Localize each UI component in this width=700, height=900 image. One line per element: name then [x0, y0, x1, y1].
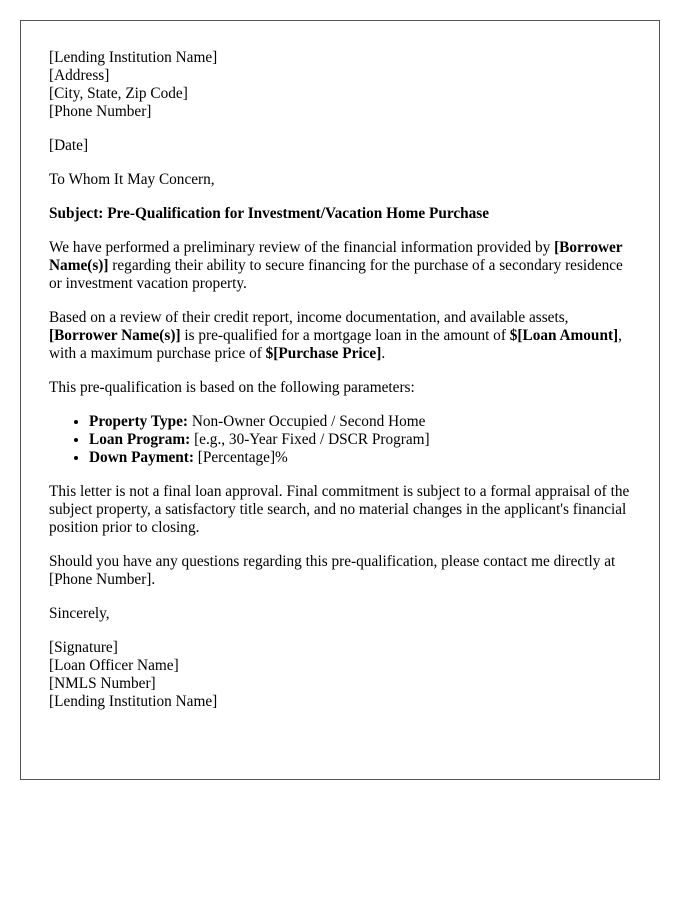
institution-name: [Lending Institution Name]: [49, 49, 218, 66]
paragraph-review: [49, 239, 631, 293]
subject-line: Subject: Pre-Qualification for Investment/Vacation Home Purchase: [49, 205, 490, 222]
loan-officer-name: [Loan Officer Name]: [49, 657, 179, 674]
paragraph-parameters-intro: This pre-qualification is based on the following parameters:: [49, 379, 415, 396]
paragraph-prequal-text-3: , with a maximum purchase price of: [49, 327, 622, 362]
letter-body: [49, 49, 631, 711]
salutation: To Whom It May Concern,: [49, 171, 215, 188]
paragraph-review-text-1: We have performed a preliminary review of the financial information provided by: [49, 239, 555, 256]
list-item: [89, 431, 631, 449]
institution-address: [Address]: [49, 67, 110, 84]
borrower-name: [Borrower Name(s)]: [49, 327, 181, 344]
signature-block: [49, 639, 631, 711]
borrower-name: [Borrower Name(s)]: [49, 239, 623, 274]
institution-phone: [Phone Number]: [49, 103, 152, 120]
paragraph-disclaimer: This letter is not a final loan approval. Final commitment is subject to a formal appraisal of the subject property, a satisfactory title search, and no material changes in the applicant's financial position prior to closing.: [49, 483, 630, 536]
paragraph-prequal-text-1: Based on a review of their credit report, income documentation, and available assets,: [49, 309, 569, 326]
nmls-number: [NMLS Number]: [49, 675, 156, 692]
closing: Sincerely,: [49, 605, 110, 622]
paragraph-prequal-text-4: .: [381, 345, 386, 362]
paragraph-prequal-text-2: is pre-qualified for a mortgage loan in the amount of: [180, 327, 510, 344]
signature-placeholder: [Signature]: [49, 639, 118, 656]
loan-amount: $[Loan Amount]: [509, 327, 619, 344]
purchase-price: $[Purchase Price]: [265, 345, 382, 362]
list-item: [89, 449, 631, 467]
parameter-value: [e.g., 30-Year Fixed / DSCR Program]: [190, 431, 430, 448]
parameters-list: [49, 413, 631, 467]
paragraph-contact: Should you have any questions regarding this pre-qualification, please contact me directly at [Phone Number].: [49, 553, 616, 588]
signature-institution-name: [Lending Institution Name]: [49, 693, 218, 710]
letter-date: [Date]: [49, 137, 89, 154]
institution-city-state-zip: [City, State, Zip Code]: [49, 85, 188, 102]
parameter-value: [Percentage]%: [193, 449, 288, 466]
letter-page: [20, 20, 660, 780]
parameter-label: Loan Program:: [89, 431, 191, 448]
parameter-label: Property Type:: [89, 413, 188, 430]
paragraph-review-text-2: regarding their ability to secure financing for the purchase of a secondary residence or investment vacation property.: [49, 257, 623, 292]
parameter-label: Down Payment:: [89, 449, 194, 466]
paragraph-prequalification: [49, 309, 631, 363]
sender-address-block: [49, 49, 631, 121]
parameter-value: Non-Owner Occupied / Second Home: [188, 413, 426, 430]
list-item: [89, 413, 631, 431]
